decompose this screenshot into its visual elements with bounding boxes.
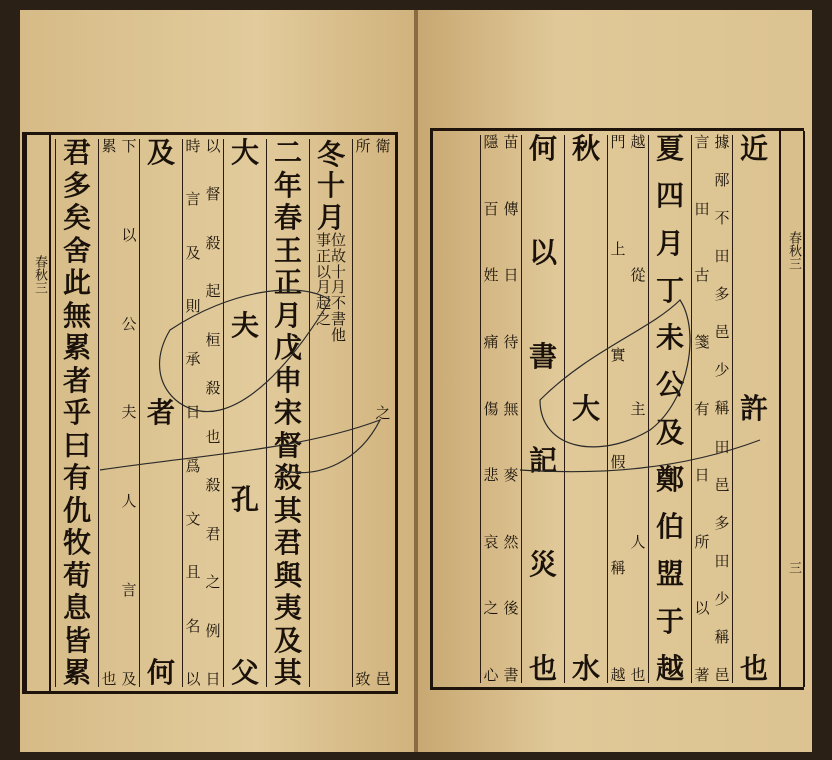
commentary-char: 邑 (714, 665, 730, 684)
text-char: 宋 (273, 396, 302, 429)
commentary-char: 書 (331, 309, 347, 328)
commentary-char: 事 (315, 231, 331, 250)
right-page-number: 三 (786, 561, 801, 574)
commentary-char: 少 (714, 589, 730, 608)
commentary-char: 夫 (121, 403, 137, 422)
text-char: 月 (655, 226, 684, 260)
text-char: 仇 (62, 493, 91, 527)
commentary-char: 百 (483, 199, 499, 218)
commentary-line (183, 139, 203, 687)
text-char: 記 (528, 444, 557, 477)
right-center-title: 春秋三 (786, 231, 801, 270)
text-char: 越 (655, 651, 684, 685)
text-char: 及 (655, 415, 684, 449)
text-char: 盟 (655, 557, 684, 591)
text-char: 累 (62, 656, 91, 689)
commentary-char: 也 (101, 670, 117, 688)
text-char: 此 (62, 266, 91, 299)
commentary-char: 有 (694, 399, 710, 418)
commentary-line (692, 135, 712, 683)
commentary-char: 日 (503, 266, 519, 285)
commentary-char: 致 (355, 670, 371, 688)
commentary-char: 不 (714, 209, 730, 228)
text-char: 正 (273, 266, 302, 299)
text-char: 以 (528, 236, 557, 269)
commentary-line (373, 139, 393, 687)
text-char: 鄭 (655, 462, 684, 496)
commentary-char: 之 (315, 309, 331, 328)
commentary-char: 以 (205, 137, 221, 155)
commentary-char: 下 (121, 137, 137, 155)
commentary-char: 日 (694, 466, 710, 485)
text-char: 督 (273, 428, 302, 462)
commentary-char: 殺 (205, 379, 221, 398)
commentary-line (712, 135, 732, 683)
left-text-frame (22, 132, 398, 694)
text-char: 荀 (62, 558, 91, 592)
commentary-char: 正 (315, 246, 331, 265)
commentary-char: 悲 (483, 466, 499, 485)
commentary-char: 多 (714, 513, 730, 532)
commentary-char: 殺 (205, 233, 221, 252)
text-char: 水 (571, 652, 600, 685)
text-char: 也 (739, 652, 768, 685)
commentary-char: 以 (315, 262, 331, 281)
commentary-char: 時 (185, 137, 201, 155)
commentary-char: 名 (185, 616, 201, 635)
commentary-line (501, 135, 521, 683)
commentary-char: 言 (121, 581, 137, 600)
text-char: 者 (146, 396, 175, 429)
text-char: 也 (528, 652, 557, 685)
commentary-line (99, 139, 119, 687)
text-char: 孔 (230, 482, 259, 516)
commentary-char: 以 (121, 225, 137, 244)
commentary-char: 無 (503, 399, 519, 418)
commentary-line (203, 139, 223, 687)
commentary-char: 爲 (185, 456, 201, 475)
commentary-char: 之 (205, 573, 221, 592)
text-char: 伯 (655, 510, 684, 544)
commentary-char: 田 (714, 247, 730, 266)
commentary-char: 且 (185, 563, 201, 582)
text-char: 舍 (62, 233, 91, 267)
commentary-char: 稱 (610, 559, 626, 578)
commentary-char: 田 (694, 199, 710, 218)
right-column-large (732, 132, 775, 685)
commentary-char: 上 (610, 239, 626, 258)
commentary-char: 衛 (375, 137, 391, 155)
text-char: 者 (62, 363, 91, 397)
commentary-char: 君 (205, 524, 221, 543)
text-char: 于 (655, 604, 684, 638)
commentary-char: 起 (205, 282, 221, 301)
left-column-large (55, 136, 98, 689)
left-column-large (266, 136, 309, 689)
commentary-char: 人 (121, 492, 137, 511)
commentary-char: 邴 (714, 171, 730, 190)
text-char: 其 (273, 656, 302, 689)
commentary-char: 少 (714, 361, 730, 380)
commentary-char: 累 (101, 137, 117, 155)
commentary-char: 承 (185, 350, 201, 369)
commentary-char: 後 (503, 599, 519, 618)
text-char: 許 (739, 392, 768, 425)
commentary-line (119, 139, 139, 687)
commentary-char: 待 (503, 332, 519, 351)
commentary-char: 箋 (694, 332, 710, 351)
commentary-char: 傳 (503, 199, 519, 218)
commentary-char: 桓 (205, 330, 221, 349)
commentary-line (608, 135, 628, 683)
commentary-char: 邑 (375, 670, 391, 688)
commentary-char: 及 (121, 669, 137, 688)
commentary-char: 督 (205, 185, 221, 204)
text-char: 王 (273, 233, 302, 267)
text-char: 申 (273, 363, 302, 397)
text-char: 夫 (230, 309, 259, 343)
commentary-pair (316, 233, 346, 343)
commentary-char: 他 (331, 325, 347, 344)
text-char: 及 (146, 136, 175, 169)
commentary-char: 日 (205, 669, 221, 688)
text-char: 冬 (316, 138, 345, 171)
commentary-char: 麥 (503, 466, 519, 485)
commentary-char: 心 (483, 666, 499, 684)
commentary-char: 傷 (483, 399, 499, 418)
commentary-char: 也 (630, 666, 646, 684)
right-column-commentary (691, 135, 732, 683)
commentary-char: 日 (185, 403, 201, 422)
commentary-char: 門 (610, 133, 626, 151)
left-column-commentary (98, 139, 139, 687)
commentary-char: 苗 (503, 133, 519, 151)
commentary-char: 然 (503, 532, 519, 551)
commentary-char: 書 (503, 666, 519, 684)
commentary-char: 之 (375, 403, 391, 422)
text-char: 君 (273, 526, 302, 559)
text-char: 無 (62, 298, 91, 332)
commentary-char: 稱 (714, 627, 730, 646)
text-char: 與 (273, 558, 302, 592)
commentary-char: 假 (610, 452, 626, 471)
text-char: 月 (316, 200, 345, 234)
right-column-large (564, 132, 607, 685)
text-char: 矣 (62, 201, 91, 234)
right-column-commentary (480, 135, 521, 683)
commentary-char: 越 (630, 133, 646, 151)
commentary-char: 哀 (483, 532, 499, 551)
commentary-char: 據 (714, 133, 730, 151)
text-char: 近 (739, 132, 768, 165)
text-char: 書 (528, 340, 557, 373)
right-column-large (648, 132, 691, 685)
commentary-char: 田 (714, 551, 730, 570)
commentary-line (353, 139, 373, 687)
commentary-char: 多 (714, 285, 730, 304)
text-char: 有 (62, 461, 91, 494)
commentary-char: 著 (694, 666, 710, 684)
text-char: 多 (62, 168, 91, 202)
text-char: 乎 (62, 396, 91, 429)
left-column-commentary (352, 139, 393, 687)
text-char: 秋 (571, 132, 600, 165)
commentary-char: 位 (331, 231, 347, 250)
commentary-line (481, 135, 501, 683)
commentary-char: 言 (694, 133, 710, 151)
commentary-char: 月 (315, 278, 331, 297)
commentary-char: 姓 (483, 266, 499, 285)
commentary-line (628, 135, 648, 683)
text-char: 四 (655, 179, 684, 213)
commentary-char: 從 (630, 266, 646, 285)
commentary-char: 古 (694, 266, 710, 285)
commentary-char: 不 (331, 294, 347, 313)
left-column-commentary (182, 139, 223, 687)
text-char: 丁 (655, 273, 684, 307)
commentary-char: 邑 (714, 475, 730, 494)
text-char: 何 (146, 656, 175, 689)
commentary-char: 殺 (205, 476, 221, 495)
text-char: 十 (316, 169, 345, 203)
text-char: 皆 (62, 623, 91, 657)
right-column-commentary (607, 135, 648, 683)
right-column-large (521, 132, 564, 685)
commentary-char: 所 (355, 137, 371, 155)
commentary-char: 以 (694, 599, 710, 618)
left-column-large (139, 136, 182, 689)
left-column-large (223, 136, 266, 689)
text-char: 其 (273, 493, 302, 527)
text-char: 月 (273, 298, 302, 332)
text-char: 累 (62, 331, 91, 364)
text-char: 公 (655, 368, 684, 402)
left-center-band (25, 135, 51, 691)
commentary-char: 也 (205, 427, 221, 446)
commentary-char: 公 (121, 314, 137, 333)
commentary-char: 人 (630, 532, 646, 551)
text-char: 夷 (273, 591, 302, 624)
commentary-char: 起 (315, 294, 331, 313)
commentary-char: 稱 (714, 399, 730, 418)
commentary-char: 越 (610, 665, 626, 684)
left-text-columns (51, 136, 393, 689)
commentary-char: 言 (185, 190, 201, 209)
right-center-band (779, 131, 805, 687)
text-char: 二 (273, 136, 302, 169)
text-char: 牧 (62, 526, 91, 559)
commentary-char: 痛 (483, 332, 499, 351)
commentary-char: 邑 (714, 323, 730, 342)
left-column-mixed (309, 139, 352, 687)
left-center-title: 春秋三 (32, 255, 47, 294)
commentary-char: 田 (714, 437, 730, 456)
text-char: 春 (273, 201, 302, 234)
text-char: 未 (655, 321, 684, 355)
commentary-char: 十 (331, 262, 347, 281)
commentary-char: 實 (610, 346, 626, 365)
text-char: 災 (528, 548, 557, 581)
commentary-char: 之 (483, 599, 499, 618)
right-text-columns (437, 132, 775, 685)
text-char: 大 (230, 136, 259, 169)
commentary-char: 主 (630, 399, 646, 418)
commentary-char: 例 (205, 621, 221, 640)
commentary-char: 月 (331, 278, 347, 297)
text-char: 年 (273, 168, 302, 202)
text-char: 戊 (273, 331, 302, 364)
mixed-column-body (316, 139, 346, 687)
text-char: 曰 (62, 428, 91, 462)
commentary-char: 及 (185, 243, 201, 262)
commentary-char: 隱 (483, 133, 499, 151)
commentary-char: 則 (185, 296, 201, 315)
commentary-char: 文 (185, 510, 201, 529)
commentary-char: 所 (694, 532, 710, 551)
text-char: 何 (528, 132, 557, 165)
commentary-char: 故 (331, 246, 347, 265)
commentary-char: 以 (185, 669, 201, 688)
right-text-frame (430, 128, 804, 690)
text-char: 殺 (273, 461, 302, 494)
text-char: 及 (273, 623, 302, 657)
text-char: 君 (62, 136, 91, 169)
text-char: 父 (230, 655, 259, 689)
text-char: 大 (571, 392, 600, 425)
text-char: 息 (62, 591, 91, 624)
text-char: 夏 (655, 132, 684, 165)
